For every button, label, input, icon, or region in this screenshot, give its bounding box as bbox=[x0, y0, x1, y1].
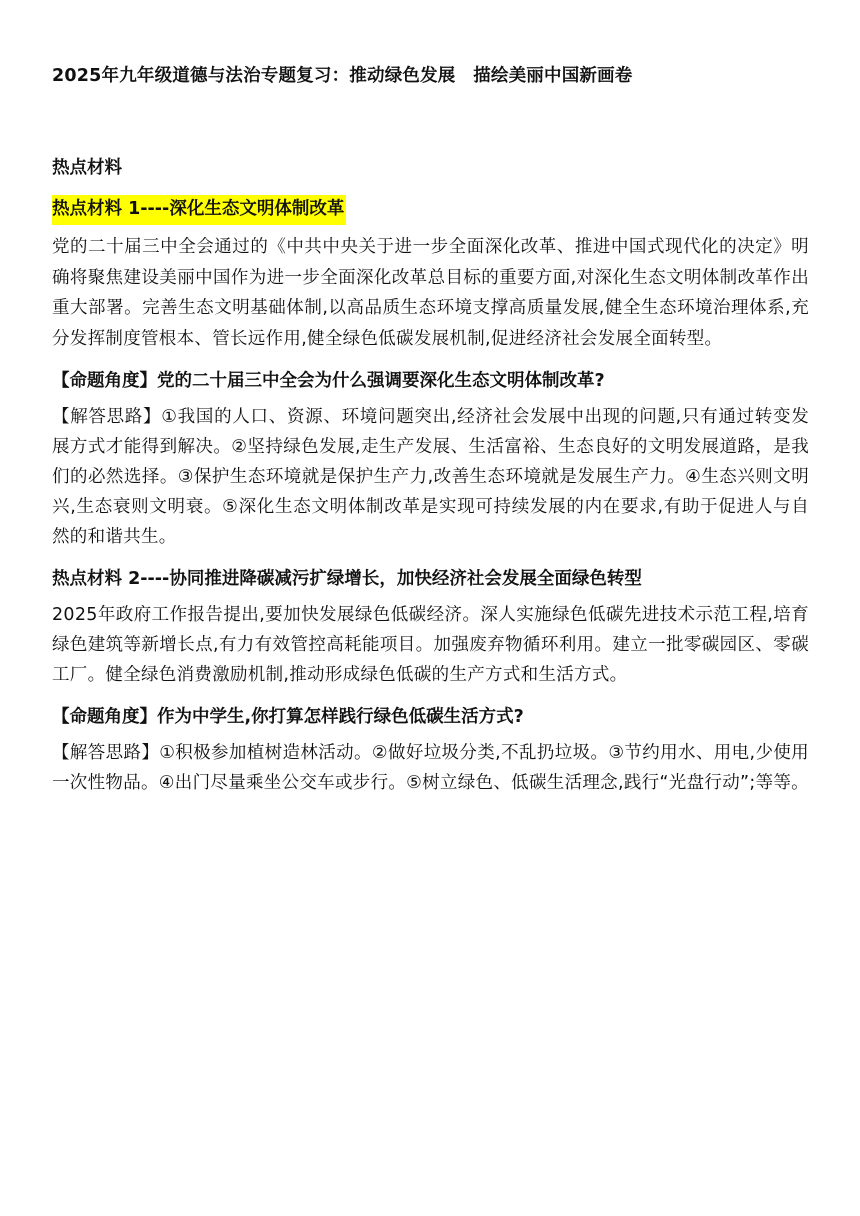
material-1-answer bbox=[52, 402, 809, 552]
answer-text: ①我国的人口、资源、环境问题突出,经济社会发展中出现的问题,只有通过转变发展方式才能得到解决。②坚持绿色发展,走生产发展、生活富裕、生态良好的文明发展道路，是我们的必然选择。③保护生态环境就是保护生产力,改善生态环境就是发展生产力。④生态兴则文明兴,生态衰则文明衰。⑤深化生态文明体制改革是实现可持续发展的内在要求,有助于促进人与自然的和谐共生。 bbox=[52, 407, 809, 547]
material-2-question bbox=[52, 698, 809, 736]
question-tag: 【命题角度】 bbox=[52, 371, 157, 391]
material-1-heading bbox=[52, 190, 809, 228]
content-flow bbox=[52, 190, 809, 798]
section-heading: 热点材料 bbox=[52, 158, 122, 178]
answer-tag: 【解答思路】 bbox=[52, 407, 162, 427]
material-1-question bbox=[52, 362, 809, 400]
material-1-text: 党的二十届三中全会通过的《中共中央关于进一步全面深化改革、推进中国式现代化的决定》明确将聚焦建设美丽中国作为进一步全面深化改革总目标的重要方面,对深化生态文明体制改革作出重大部署。完善生态文明基础体制,以高品质生态环境支撑高质量发展,健全生态环境治理体系,充分发挥制度管根本、管长远作用,健全绿色低碳发展机制,促进经济社会发展全面转型。 bbox=[52, 237, 809, 349]
material-2-answer bbox=[52, 738, 809, 798]
answer-tag: 【解答思路】 bbox=[52, 743, 160, 763]
material-2-text: 2025年政府工作报告提出,要加快发展绿色低碳经济。深人实施绿色低碳先进技术示范工程,培育绿色建筑等新增长点,有力有效管控高耗能项目。加强废弃物循环利用。建立一批零碳园区、零碳工厂。健全绿色消费激励机制,推动形成绿色低碳的生产方式和生活方式。 bbox=[52, 605, 809, 685]
question-text: 党的二十届三中全会为什么强调要深化生态文明体制改革? bbox=[157, 371, 605, 391]
question-text: 作为中学生,你打算怎样践行绿色低碳生活方式? bbox=[157, 707, 524, 727]
material-2-heading: 热点材料 2----协同推进降碳减污扩绿增长，加快经济社会发展全面绿色转型 bbox=[52, 569, 642, 589]
answer-text: ①积极参加植树造林活动。②做好垃圾分类,不乱扔垃圾。③节约用水、用电,少使用一次性物品。④出门尽量乘坐公交车或步行。⑤树立绿色、低碳生活理念,践行“光盘行动”;等等。 bbox=[52, 743, 809, 793]
material-1-heading-highlight: 热点材料 1----深化生态文明体制改革 bbox=[52, 195, 346, 225]
document-title: 2025年九年级道德与法治专题复习：推动绿色发展 描绘美丽中国新画卷 bbox=[52, 66, 633, 86]
question-tag: 【命题角度】 bbox=[52, 707, 157, 727]
